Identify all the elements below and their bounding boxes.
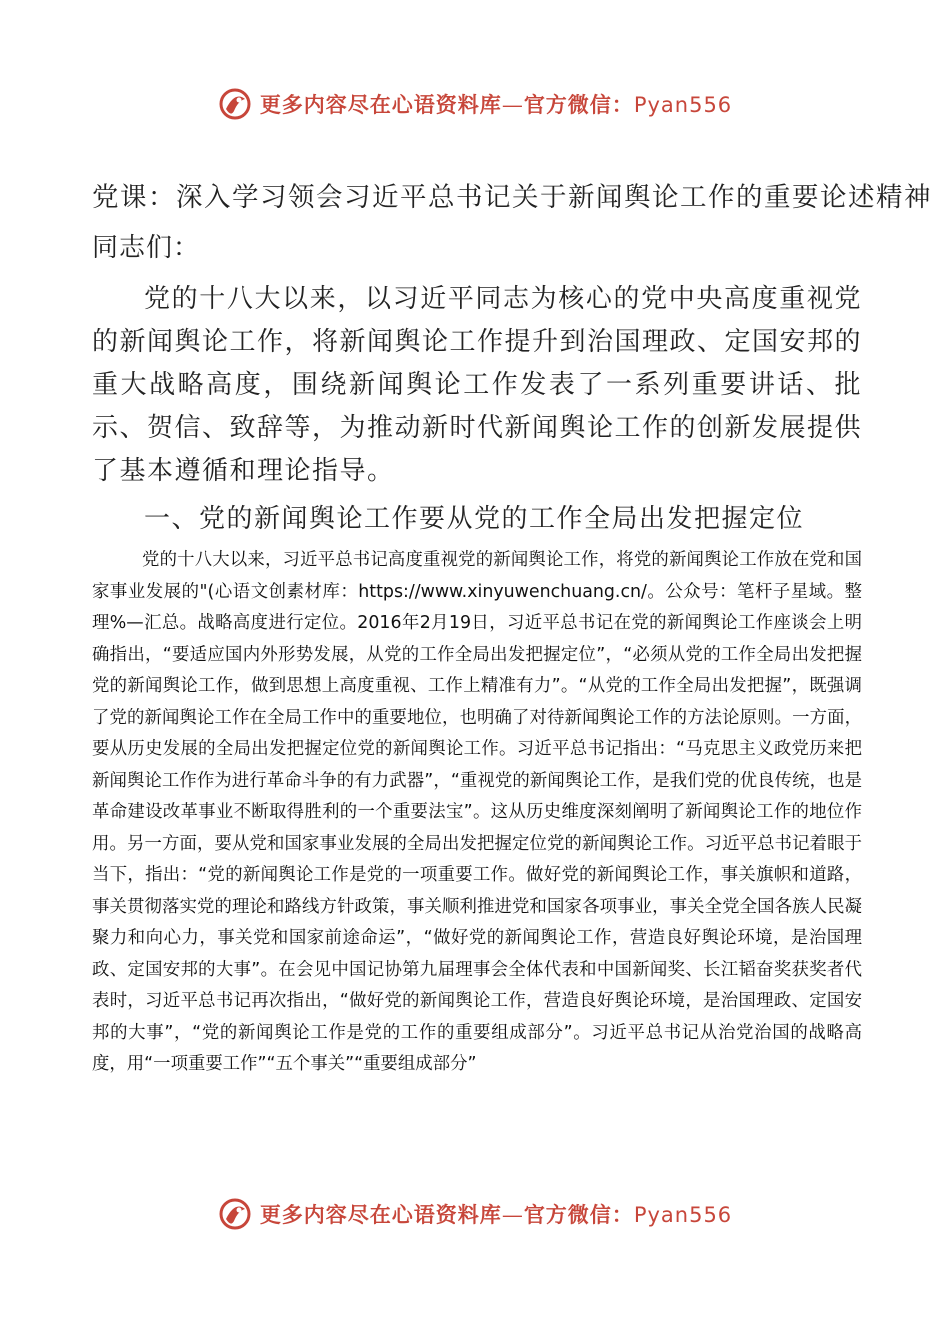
watermark-banner-bottom xyxy=(0,1194,950,1234)
watermark-text: 更多内容尽在心语资料库—官方微信：Pyan556 xyxy=(259,1202,733,1227)
salutation: 同志们： xyxy=(92,233,201,263)
document-body xyxy=(92,172,932,1081)
section-paragraph: 党的十八大以来，习近平总书记高度重视党的新闻舆论工作，将党的新闻舆论工作放在党和国家事业发展的"(心语文创素材库：https://www.xinyuwenchuang.cn/。公众号：笔杆子星域。整理%—汇总。战略高度进行定位。2016年2月19日，习近平总书记在党的新闻舆论工作座谈会上明确指出，“要适应国内外形势发展，从党的工作全局出发把握定位”，“必须从党的工作全局出发把握党的新闻舆论工作，做到思想上高度重视、工作上精准有力”。“从党的工作全局出发把握”，既强调了党的新闻舆论工作在全局工作中的重要地位，也明确了对待新闻舆论工作的方法论原则。一方面，要从历史发展的全局出发把握定位党的新闻舆论工作。习近平总书记指出：“马克思主义政党历来把新闻舆论工作作为进行革命斗争的有力武器”，“重视党的新闻舆论工作，是我们党的优良传统，也是革命建设改革事业不断取得胜利的一个重要法宝”。这从历史维度深刻阐明了新闻舆论工作的地位作用。另一方面，要从党和国家事业发展的全局出发把握定位党的新闻舆论工作。习近平总书记着眼于当下，指出：“党的新闻舆论工作是党的一项重要工作。做好党的新闻舆论工作，事关旗帜和道路，事关贯彻落实党的理论和路线方针政策，事关顺利推进党和国家各项事业，事关全党全国各族人民凝聚力和向心力，事关党和国家前途命运”，“做好党的新闻舆论工作，营造良好舆论环境，是治国理政、定国安邦的大事”。在会见中国记协第九届理事会全体代表和中国新闻奖、长江韬奋奖获奖者代表时，习近平总书记再次指出，“做好党的新闻舆论工作，营造良好舆论环境，是治国理政、定国安邦的大事”，“党的新闻舆论工作是党的工作的重要组成部分”。习近平总书记从治党治国的战略高度，用“一项重要工作”“五个事关”“重要组成部分” xyxy=(92,550,862,1074)
section-heading: 一、党的新闻舆论工作要从党的工作全局出发把握定位 xyxy=(144,504,805,534)
watermark-text: 更多内容尽在心语资料库—官方微信：Pyan556 xyxy=(259,92,733,117)
document-title: 党课：深入学习领会习近平总书记关于新闻舆论工作的重要论述精神 xyxy=(92,182,932,213)
watermark-banner-top xyxy=(0,84,950,124)
intro-paragraph: 党的十八大以来，以习近平同志为核心的党中央高度重视党的新闻舆论工作，将新闻舆论工作提升到治国理政、定国安邦的重大战略高度，围绕新闻舆论工作发表了一系列重要讲话、批示、贺信、致辞等，为推动新时代新闻舆论工作的创新发展提供了基本遵循和理论指导。 xyxy=(92,284,863,486)
swirl-logo-icon xyxy=(218,1197,252,1231)
swirl-logo-icon xyxy=(218,87,252,121)
